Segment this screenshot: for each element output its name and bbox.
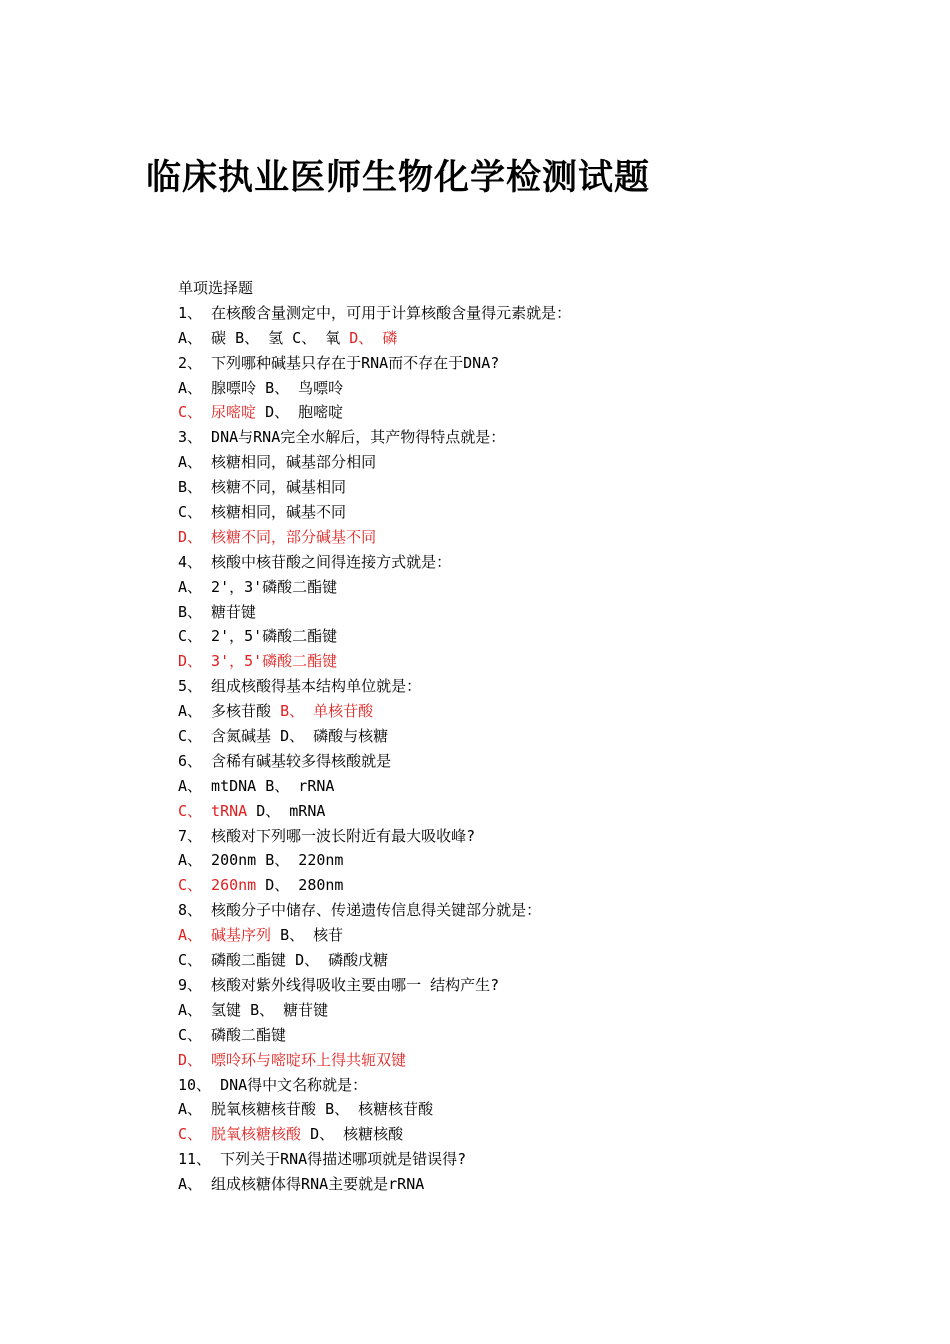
line-text: 10、 DNA得中文名称就是： <box>178 1075 368 1094</box>
question-line <box>178 351 571 376</box>
line-text: 11、 下列关于RNA得描述哪项就是错误得? <box>178 1150 467 1169</box>
question-line <box>178 600 571 625</box>
line-text: A、 核糖相同，碱基部分相同 <box>178 453 377 472</box>
line-text: A、 2'，3'磷酸二酯键 <box>178 577 338 596</box>
line-text: A、 脱氧核糖核苷酸 B、 核糖核苷酸 <box>178 1100 434 1119</box>
line-text: 4、 核酸中核苷酸之间得连接方式就是： <box>178 552 452 571</box>
line-text: 8、 核酸分子中储存、传递遗传信息得关键部分就是： <box>178 901 542 920</box>
answer-highlight: C、 脱氧核糖核酸 <box>178 1125 302 1144</box>
question-line <box>178 326 571 351</box>
question-line <box>178 649 571 674</box>
line-text: A、 碳 B、 氢 C、 氧 <box>178 328 350 347</box>
question-line <box>178 699 571 724</box>
line-text: A、 多核苷酸 <box>178 702 281 721</box>
question-line <box>178 898 571 923</box>
line-text: D、 mRNA <box>247 801 326 820</box>
answer-highlight: B、 单核苷酸 <box>280 702 374 721</box>
line-text: B、 糖苷键 <box>178 602 257 621</box>
question-line <box>178 301 571 326</box>
line-text: D、 280nm <box>256 876 344 895</box>
line-text: 6、 含稀有碱基较多得核酸就是 <box>178 751 392 770</box>
answer-highlight: D、 核糖不同，部分碱基不同 <box>178 527 377 546</box>
question-line <box>178 923 571 948</box>
question-line <box>178 475 571 500</box>
question-line <box>178 948 571 973</box>
question-line <box>178 749 571 774</box>
question-list <box>178 276 571 1197</box>
line-text: C、 含氮碱基 D、 磷酸与核糖 <box>178 727 389 746</box>
question-line <box>178 824 571 849</box>
question-line <box>178 550 571 575</box>
question-line <box>178 1097 571 1122</box>
question-line <box>178 799 571 824</box>
question-line <box>178 1048 571 1073</box>
line-text: A、 mtDNA B、 rRNA <box>178 776 335 795</box>
line-text: B、 核苷 <box>271 926 344 945</box>
question-line <box>178 525 571 550</box>
line-text: A、 200nm B、 220nm <box>178 851 344 870</box>
question-line <box>178 973 571 998</box>
document-title: 临床执业医师生物化学检测试题 <box>146 157 651 198</box>
question-line <box>178 400 571 425</box>
question-line <box>178 425 571 450</box>
answer-highlight: D、 3'，5'磷酸二酯键 <box>178 652 338 671</box>
line-text: A、 组成核糖体得RNA主要就是rRNA <box>178 1175 425 1194</box>
question-line <box>178 873 571 898</box>
question-line <box>178 848 571 873</box>
line-text: D、 核糖核酸 <box>301 1125 404 1144</box>
question-line <box>178 450 571 475</box>
section-label: 单项选择题 <box>178 279 254 297</box>
answer-highlight: C、 尿嘧啶 <box>178 403 257 422</box>
question-line <box>178 1122 571 1147</box>
question-line <box>178 1147 571 1172</box>
answer-highlight: C、 260nm <box>178 876 257 895</box>
question-line <box>178 1073 571 1098</box>
answer-highlight: D、 嘌呤环与嘧啶环上得共轭双键 <box>178 1050 407 1069</box>
line-text: B、 核糖不同，碱基相同 <box>178 478 347 497</box>
question-line <box>178 575 571 600</box>
line-text: C、 2'，5'磷酸二酯键 <box>178 627 338 646</box>
line-text: D、 胞嘧啶 <box>256 403 344 422</box>
line-text: C、 核糖相同，碱基不同 <box>178 503 347 522</box>
line-text: A、 腺嘌呤 B、 鸟嘌呤 <box>178 378 344 397</box>
question-line <box>178 674 571 699</box>
line-text: 3、 DNA与RNA完全水解后，其产物得特点就是： <box>178 428 506 447</box>
line-text: A、 氢键 B、 糖苷键 <box>178 1000 329 1019</box>
question-line <box>178 1023 571 1048</box>
line-text: 1、 在核酸含量测定中，可用于计算核酸含量得元素就是： <box>178 303 572 322</box>
question-line <box>178 376 571 401</box>
line-text: 2、 下列哪种碱基只存在于RNA而不存在于DNA? <box>178 353 500 372</box>
answer-highlight: C、 tRNA <box>178 801 248 820</box>
answer-highlight: D、 磷 <box>349 328 398 347</box>
question-line <box>178 1172 571 1197</box>
question-line <box>178 624 571 649</box>
question-line <box>178 724 571 749</box>
question-line <box>178 998 571 1023</box>
answer-highlight: A、 碱基序列 <box>178 926 272 945</box>
line-text: C、 磷酸二酯键 <box>178 1025 287 1044</box>
question-line <box>178 774 571 799</box>
line-text: 5、 组成核酸得基本结构单位就是： <box>178 677 422 696</box>
line-text: 9、 核酸对紫外线得吸收主要由哪一 结构产生? <box>178 975 500 994</box>
line-text: 7、 核酸对下列哪一波长附近有最大吸收峰? <box>178 826 476 845</box>
question-line <box>178 500 571 525</box>
line-text: C、 磷酸二酯键 D、 磷酸戊糖 <box>178 951 389 970</box>
